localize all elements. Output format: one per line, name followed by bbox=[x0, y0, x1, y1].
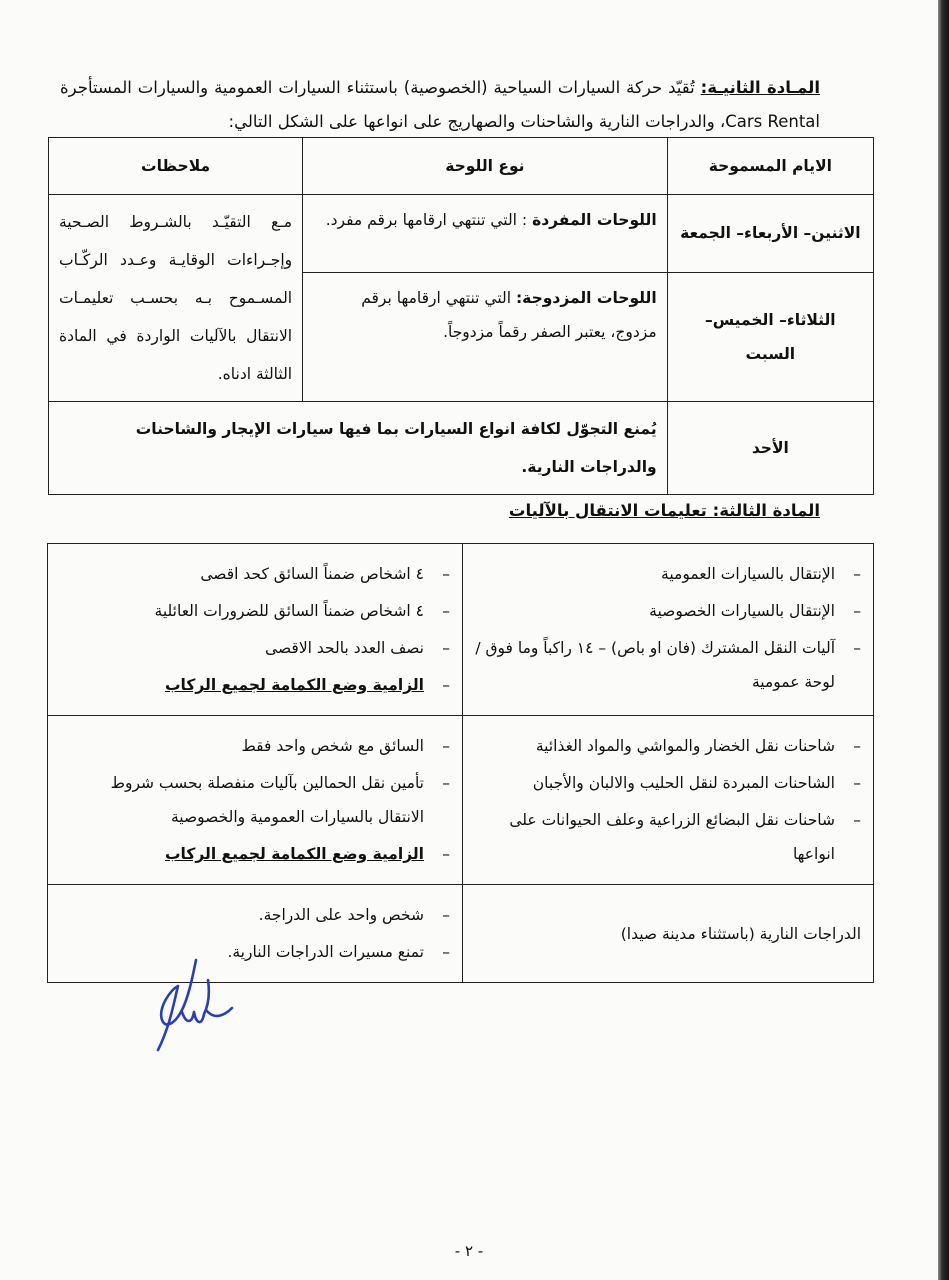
motorcycle-rules-list bbox=[60, 898, 450, 969]
truck-rules-cell bbox=[48, 716, 463, 885]
mask-rule: الزامية وضع الكمامة لجميع الركاب bbox=[164, 676, 424, 694]
article-3-heading bbox=[509, 501, 820, 520]
table-row bbox=[49, 195, 874, 273]
plate-odd bbox=[303, 195, 668, 273]
vehicle-rules-cell bbox=[48, 544, 463, 716]
article-2-label: المـادة الثانيـة: bbox=[700, 77, 820, 97]
header-notes: ملاحظات bbox=[49, 138, 303, 195]
article-2-text: تُقيّد حركة السيارات السياحية (الخصوصية) باستثناء السيارات العمومية والسيارات المستأجرة Cars Rental، والدراجات النارية والشاحنات والصهاريج على انواعها على الشكل التالي: bbox=[60, 77, 820, 131]
plate-odd-label: اللوحات المفردة bbox=[532, 211, 657, 229]
list-item: – شاحنات نقل الخضار والمواشي والمواد الغذائية bbox=[475, 729, 861, 763]
vehicle-rules-table bbox=[47, 543, 874, 983]
list-item: – تأمين نقل الحمالين بآليات منفصلة بحسب شروط الانتقال بالسيارات العمومية والخصوصية bbox=[60, 766, 450, 834]
list-item: – شاحنات نقل البضائع الزراعية وعلف الحيوانات على انواعها bbox=[475, 803, 861, 871]
plate-even bbox=[303, 272, 668, 401]
vehicle-rules-list bbox=[60, 557, 450, 702]
vehicle-types-cell bbox=[463, 544, 874, 716]
day-sunday: الأحد bbox=[667, 402, 873, 495]
article-3-label: المادة الثالثة: bbox=[712, 501, 820, 520]
list-item: – ٤ اشخاص ضمناً السائق كحد اقصى bbox=[60, 557, 450, 591]
truck-rules-list bbox=[60, 729, 450, 871]
truck-types-cell bbox=[463, 716, 874, 885]
list-item bbox=[60, 668, 450, 702]
table-header-row bbox=[49, 138, 874, 195]
page-number: - ٢ - bbox=[454, 1242, 484, 1260]
list-item: – تمنع مسيرات الدراجات النارية. bbox=[60, 935, 450, 969]
article-2-paragraph bbox=[60, 71, 820, 139]
motorcycle-rules-cell bbox=[48, 885, 463, 983]
mask-rule: الزامية وضع الكمامة لجميع الركاب bbox=[164, 845, 424, 863]
header-allowed-days: الايام المسموحة bbox=[667, 138, 873, 195]
list-item: – السائق مع شخص واحد فقط bbox=[60, 729, 450, 763]
motorcycles-cell: الدراجات النارية (باستثناء مدينة صيدا) bbox=[463, 885, 874, 983]
list-item: – شخص واحد على الدراجة. bbox=[60, 898, 450, 932]
notes-cell: مـع التقيّـد بالشـروط الصـحية وإجـراءات الوقايـة وعـدد الركّـاب المسـموح بـه بحسـب تعليمـات الانتقال بالآليات الواردة في المادة الثالثة ادناه. bbox=[49, 195, 303, 402]
list-item: – آليات النقل المشترك (فان او باص) – ١٤ راكباً وما فوق / لوحة عمومية bbox=[475, 631, 861, 699]
days-odd: الاثنين– الأربعاء– الجمعة bbox=[667, 195, 873, 273]
plates-schedule-table bbox=[48, 137, 874, 495]
truck-types-list bbox=[475, 729, 861, 871]
plate-even-text: التي تنتهي ارقامها برقم مزدوج، يعتبر الصفر رقماً مزدوجاً. bbox=[361, 288, 657, 341]
plate-even-label: اللوحات المزدوجة: bbox=[515, 288, 657, 307]
list-item: – نصف العدد بالحد الاقصى bbox=[60, 631, 450, 665]
scan-edge bbox=[938, 0, 949, 1280]
table-row bbox=[49, 402, 874, 495]
table-row bbox=[48, 544, 874, 716]
list-item: – الشاحنات المبردة لنقل الحليب والالبان والأجبان bbox=[475, 766, 861, 800]
list-item bbox=[60, 837, 450, 871]
plate-odd-text: : التي تنتهي ارقامها برقم مفرد. bbox=[325, 211, 533, 229]
sunday-rule: يُمنع التجوّل لكافة انواع السيارات بما فيها سيارات الإيجار والشاحنات والدراجات النارية. bbox=[49, 402, 668, 495]
vehicle-types-list bbox=[475, 557, 861, 699]
signature-icon bbox=[148, 950, 238, 1060]
list-item: – الإنتقال بالسيارات العمومية bbox=[475, 557, 861, 591]
list-item: – الإنتقال بالسيارات الخصوصية bbox=[475, 594, 861, 628]
table-row bbox=[48, 716, 874, 885]
list-item: – ٤ اشخاص ضمناً السائق للضرورات العائلية bbox=[60, 594, 450, 628]
header-plate-type: نوع اللوحة bbox=[303, 138, 668, 195]
days-even: الثلاثاء– الخميس– السبت bbox=[667, 272, 873, 401]
article-3-title: تعليمات الانتقال بالآليات bbox=[508, 501, 713, 520]
